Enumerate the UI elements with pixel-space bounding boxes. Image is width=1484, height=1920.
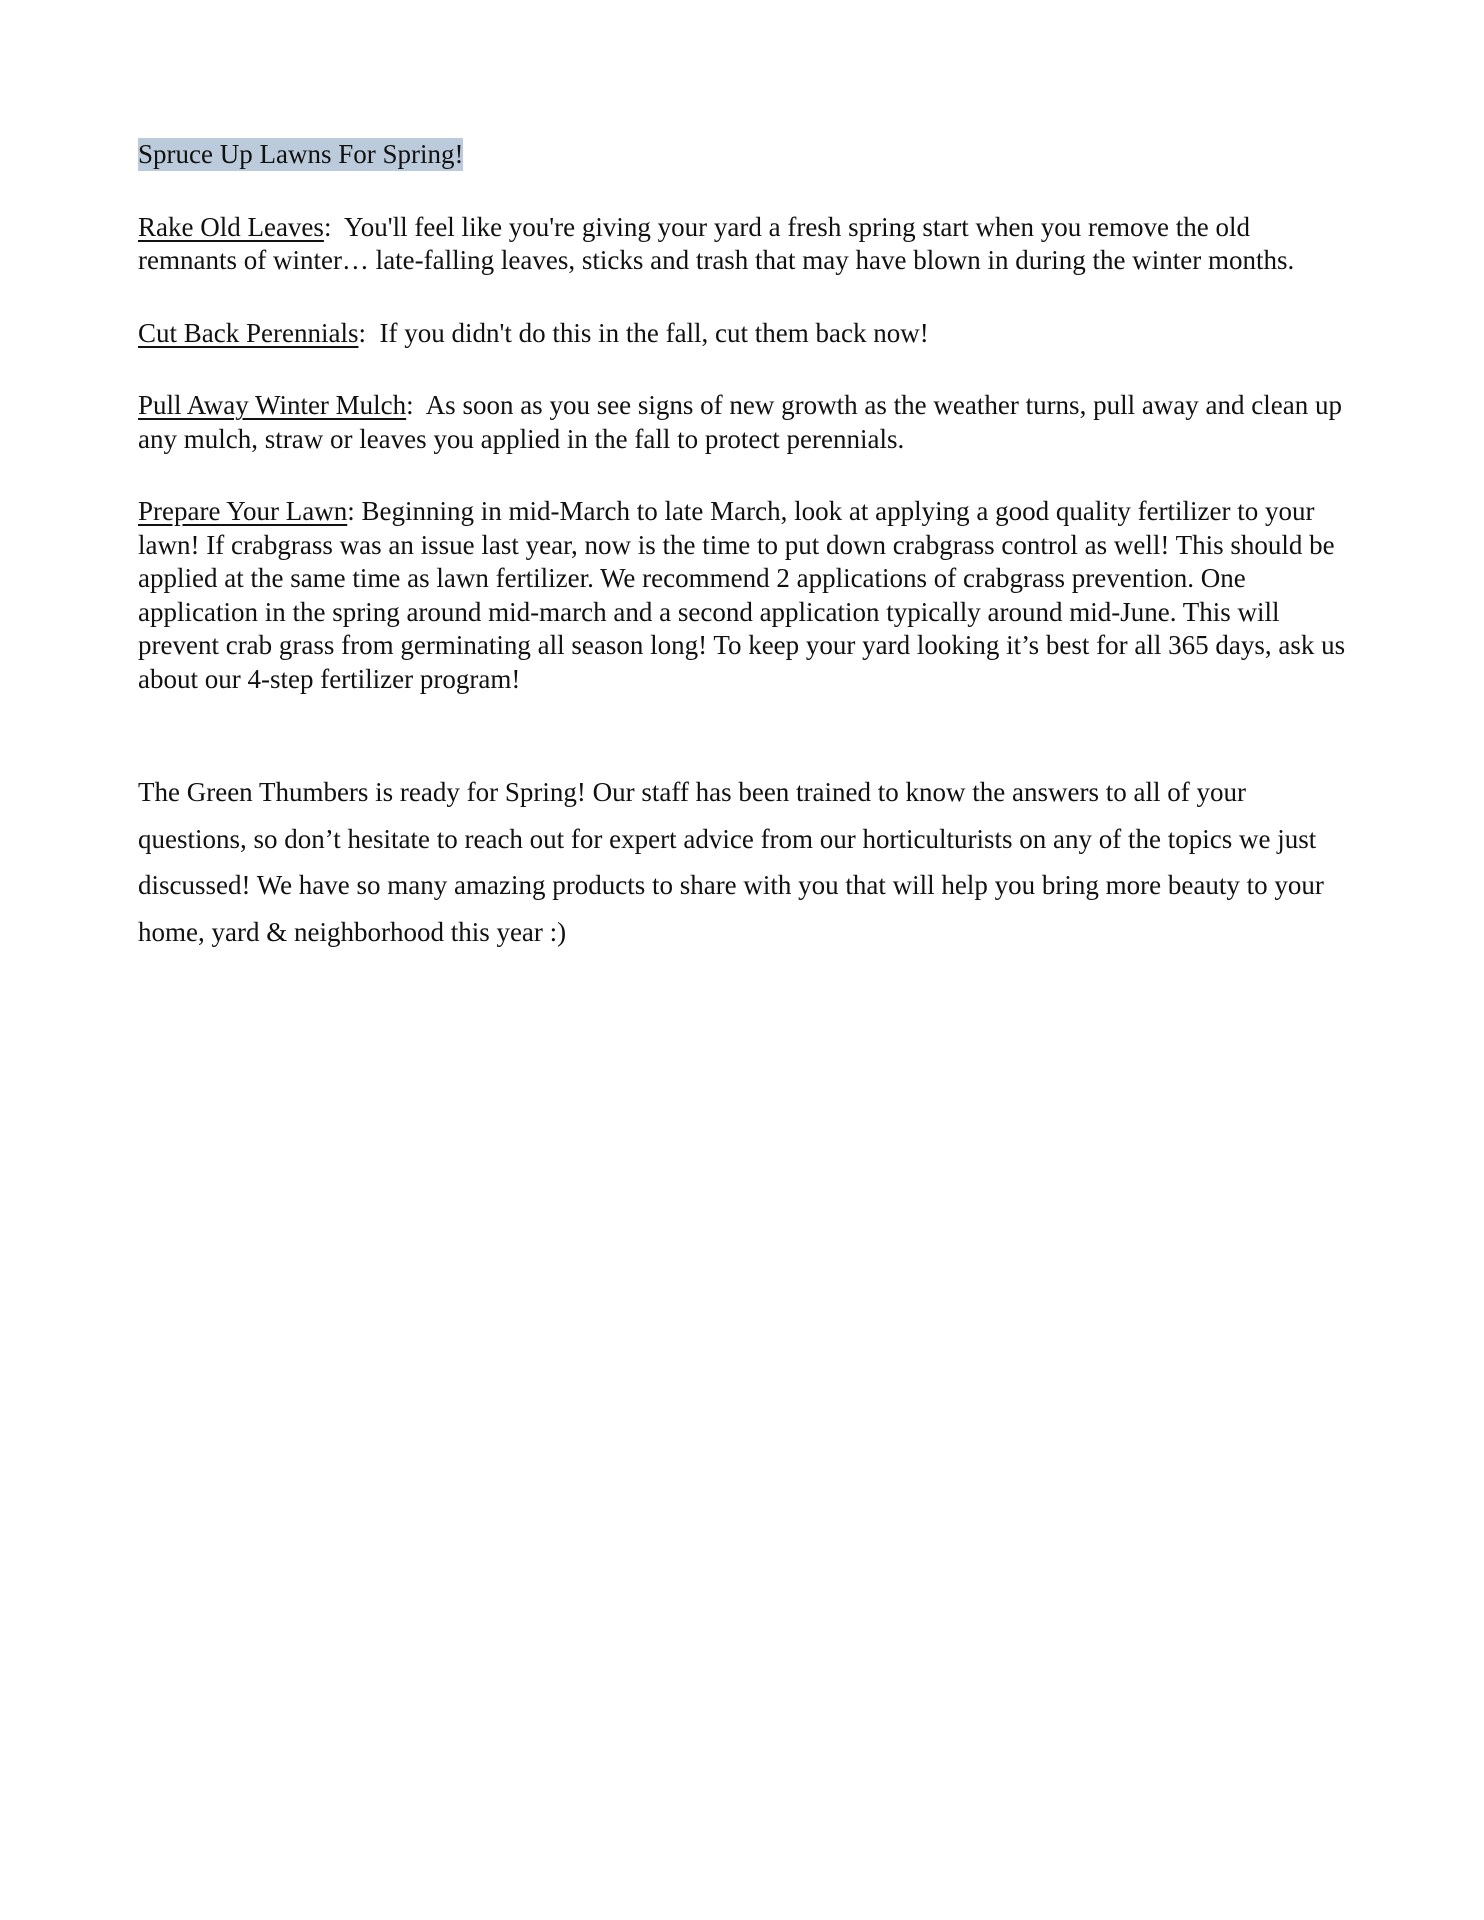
tip-pull-away-winter-mulch — [138, 389, 1353, 456]
tip-heading: Cut Back Perennials — [138, 317, 359, 348]
tip-separator: : — [358, 317, 380, 348]
tip-cut-back-perennials — [138, 317, 1353, 351]
title-block — [138, 138, 1353, 172]
tip-heading: Rake Old Leaves — [138, 211, 324, 242]
tip-separator: : — [406, 390, 426, 420]
tip-text: You'll feel like you're giving your yard a fresh spring start when you remove the old remnants of winter… late-falling leaves, sticks and trash that may have blown in during the winter months. — [138, 211, 1295, 275]
tip-text: If you didn't do this in the fall, cut them back now! — [379, 317, 929, 348]
tip-text: As soon as you see signs of new growth as the weather turns, pull away and clean up any mulch, straw or leaves you applied in the fall to protect perennials. — [138, 390, 1342, 454]
tip-separator: : — [323, 211, 344, 242]
tip-separator: : — [347, 496, 362, 526]
document-body[interactable] — [138, 138, 1353, 994]
tip-heading: Prepare Your Lawn — [138, 496, 348, 526]
tip-rake-old-leaves — [138, 211, 1353, 278]
closing-paragraph: The Green Thumbers is ready for Spring! Our staff has been trained to know the answers to all of your questions, so don’t hesitate to reach out for expert advice from our horticulturists on any of the topics we just discussed! We have so many amazing products to share with you that will help you bring more beauty to your home, yard & neighborhood this year :) — [138, 777, 1324, 947]
tip-heading: Pull Away Winter Mulch — [138, 390, 407, 420]
tip-text: Beginning in mid-March to late March, look at applying a good quality fertilizer to your lawn! If crabgrass was an issue last year, now is the time to put down crabgrass control as well! This should be applied at the same time as lawn fertilizer. We recommend 2 applications of crabgrass prevention. One application in the spring around mid-march and a second application typically around mid-June. This will prevent crab grass from germinating all season long! To keep your yard looking it’s best for all 365 days, ask us about our 4-step fertilizer program! — [138, 496, 1346, 694]
document-title[interactable]: Spruce Up Lawns For Spring! — [138, 139, 464, 169]
tip-prepare-your-lawn — [138, 495, 1353, 696]
